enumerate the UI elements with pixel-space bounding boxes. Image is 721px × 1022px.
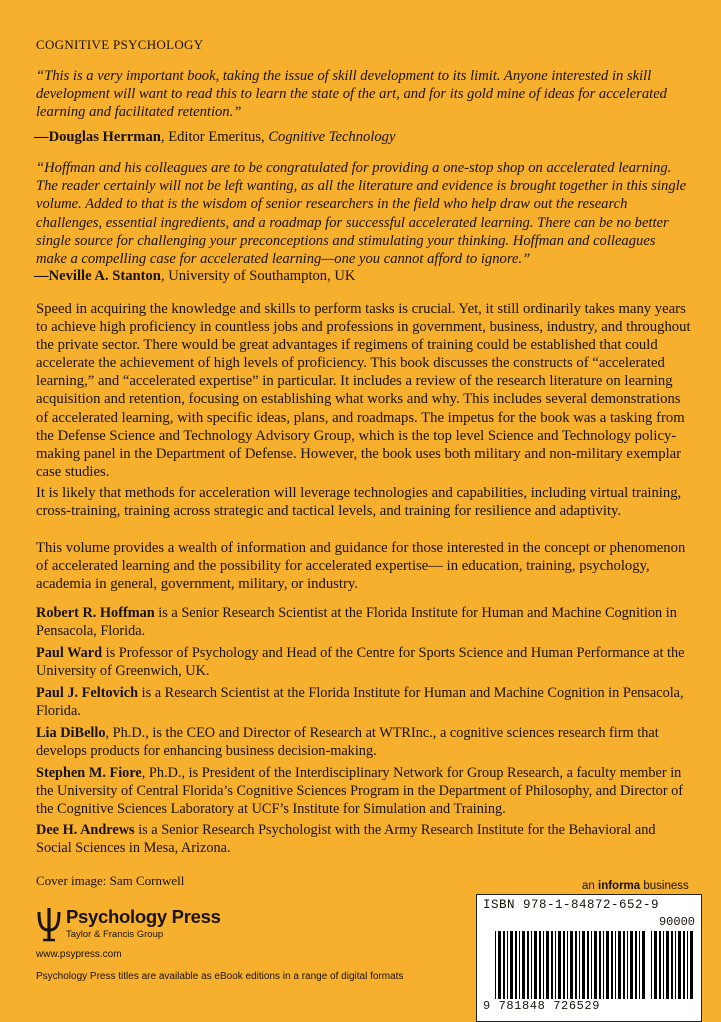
barcode-bar [531,931,532,999]
review-attribution-1 [34,128,395,146]
author-bio [36,604,692,640]
barcode-bar [527,931,529,999]
barcode-bar [503,931,505,999]
publisher-group: Taylor & Francis Group [66,929,164,940]
barcode-bar [671,931,673,999]
barcode-bar [575,931,577,999]
informa-tagline [582,880,689,892]
barcode-bar [639,931,640,999]
barcode-bar [618,931,621,999]
barcode-bar [543,931,544,999]
isbn-barcode [476,894,702,1022]
publisher-name: Psychology Press [66,906,221,927]
barcode-bar [558,931,561,999]
author-name: Stephen M. Fiore [36,765,142,781]
description-paragraph-3: This volume provides a wealth of information and guidance for those interested in the concept or phenomenon of accelerated learning and the possibility for accelerated expertise— in education, training, psychology, academia in general, government, military, or industry. [36,540,686,593]
barcode-bar [539,931,541,999]
barcode-bar [623,931,625,999]
author-name: Lia DiBello [36,725,106,741]
barcode-bar [635,931,637,999]
barcode-bar [603,931,604,999]
reviewer-publication: Cognitive Technology [268,129,396,145]
reviewer-name: —Douglas Herrman [34,129,161,145]
barcode-bar [555,931,556,999]
author-bio-text: , Ph.D., is the CEO and Director of Research at WTRInc., a cognitive sciences research firm that develops products for enhancing business decision-making. [36,725,659,760]
barcode-bar [627,931,628,999]
price-code: 90000 [658,915,695,929]
barcode-bar [591,931,592,999]
barcode-bar [594,931,597,999]
author-bio [36,684,692,720]
barcode-bar [519,931,520,999]
review-quote-1: “This is a very important book, taking the issue of skill development to its limit. Anyone interested in skill development will want to read this to learn the state of the art, and for its gold mine of ideas for accelerated learning and facilitated retention.” [36,68,667,121]
author-bio-text: is a Senior Research Scientist at the Florida Institute for Human and Machine Cognition in Pensacola, Florida. [36,605,677,640]
reviewer-affiliation: , University of Southampton, UK [160,268,356,284]
description-paragraph-1: Speed in acquiring the knowledge and skills to perform tasks is crucial. Yet, it still ordinarily takes many years to achieve high proficiency in countless jobs and professions in government, business, industry, and throughout the private sector. There would be great advantages if regimens of training could be established that could accelerate the achievement of high levels of proficiency. This book discusses the constructs of “accelerated learning,” and “accelerated expertise” in particular. It includes a review of the research literature on learning acquisition and retention, focusing on establishing what works and why. This includes several demonstrations of accelerated learning, with specific ideas, plans, and roadmaps. The impetus for the book was a tasking from the Defense Science and Technology Advisory Group, which is the top level Science and Technology policy-making panel in the Department of Defense. However, the book uses both military and non-military exemplar case studies. [36,301,691,480]
barcode-bar [678,931,681,999]
informa-prefix: an [582,880,598,892]
barcode-bar [683,931,685,999]
barcode-bar [507,931,508,999]
author-name: Dee H. Andrews [36,822,135,838]
author-bio-text: is a Research Scientist at the Florida Institute for Human and Machine Cognition in Pensacola, Florida. [36,685,684,720]
author-bio [36,764,692,818]
barcode-bar [563,931,565,999]
barcode-bar [510,931,513,999]
barcode-bar [675,931,676,999]
barcode-bar [611,931,613,999]
barcode-bar [582,931,585,999]
barcode-bar [599,931,601,999]
review-quote-2: “Hoffman and his colleagues are to be congratulated for providing a one-stop shop on accelerated learning. The reader certainly will not be left wanting, as all the literature and evidence is brought together in this single volume. Added to that is the wisdom of senior researchers in the field who help draw out the research challenges, essential ingredients, and a roadmap for successful accelerated learning. There can be no better single source for challenging your preconceptions and stimulating your thinking. Hoffman and colleagues make a compelling case for accelerated learning—one you cannot afford to ignore.” [36,160,687,268]
addon-barcode-bars [651,931,695,999]
barcode-bar [687,931,688,999]
reviewer-name: —Neville A. Stanton [34,268,161,284]
barcode-bar [570,931,573,999]
author-bio [36,724,692,760]
publisher-logo [36,906,236,946]
author-name: Paul J. Feltovich [36,685,139,701]
barcode-bar [522,931,525,999]
author-bio [36,644,692,680]
barcode-bar [587,931,589,999]
barcode-bar [498,931,501,999]
author-bio [36,821,692,857]
ean-number: 9 781848 726529 [483,999,601,1013]
author-bio-text: is Professor of Psychology and Head of the Centre for Sports Science and Human Performance at the University of Greenwich, UK. [36,645,685,680]
barcode-bar [515,931,517,999]
informa-suffix: business [640,880,689,892]
barcode-bar [690,931,693,999]
barcode-bar [615,931,616,999]
barcode-bar [534,931,537,999]
barcode-bar [551,931,553,999]
informa-brand: informa [598,880,641,892]
barcode-bar [666,931,669,999]
isbn-number: ISBN 978-1-84872-652-9 [483,898,660,912]
barcode-bar [651,931,652,999]
review-attribution-2 [34,267,355,285]
category-label: COGNITIVE PSYCHOLOGY [36,37,204,52]
ebook-availability-note: Psychology Press titles are available as eBook editions in a range of digital formats [36,971,404,982]
barcode-bar [567,931,568,999]
author-bio-text: is a Senior Research Psychologist with the Army Research Institute for the Behavioral and Social Sciences in Mesa, Arizona. [36,822,656,857]
publisher-website[interactable]: www.psypress.com [36,949,122,960]
barcode-bar [606,931,609,999]
reviewer-affiliation: , Editor Emeritus, [160,129,269,145]
barcode-bar [495,931,496,999]
barcode-bar [642,931,645,999]
psi-logo-icon [36,906,62,942]
barcode-bar [579,931,580,999]
ean-barcode-bars [495,931,645,999]
author-name: Paul Ward [36,645,103,661]
cover-image-credit: Cover image: Sam Cornwell [36,873,185,888]
barcode-bar [654,931,657,999]
barcode-bar [663,931,664,999]
author-name: Robert R. Hoffman [36,605,155,621]
barcode-bar [630,931,633,999]
author-bio-text: , Ph.D., is President of the Interdisciplinary Network for Group Research, a faculty member in the University of Central Florida’s Cognitive Sciences Program in the Department of Philosophy, and Director of the Cognitive Sciences Laboratory at UCF’s Institute for Simulation and Training. [36,765,684,818]
description-paragraph-2: It is likely that methods for acceleration will leverage technologies and capabilities, including virtual training, cross-training, training across strategic and tactical levels, and training for resilience and adaptivity. [36,485,682,520]
barcode-bar [546,931,549,999]
barcode-bar [659,931,661,999]
